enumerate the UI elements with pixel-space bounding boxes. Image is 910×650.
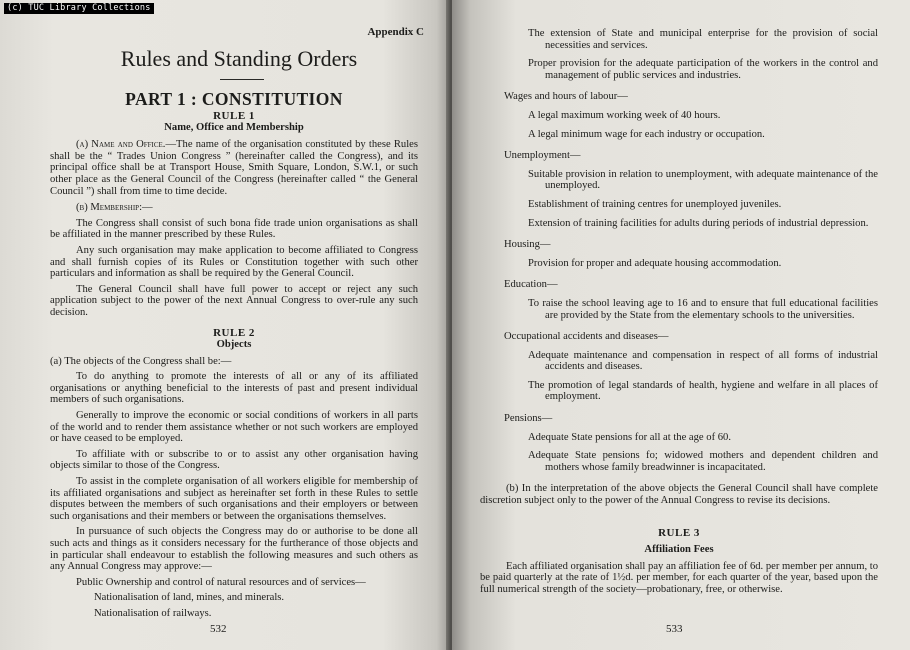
objects-item: Adequate maintenance and compensation in respect of all forms of industrial accidents and diseases. <box>528 349 878 373</box>
section-heading-occupational: Occupational accidents and diseases— <box>504 331 669 343</box>
objects-item: A legal minimum wage for each industry or occupation. <box>528 128 765 140</box>
rule2-heading: RULE 2 <box>213 326 255 339</box>
rule2-subheading: Objects <box>216 338 252 350</box>
rule1-membership-label: (b) Membership:— <box>76 202 153 214</box>
section-heading-unemployment: Unemployment— <box>504 150 581 162</box>
right-page-body <box>480 0 878 595</box>
rule3-text: Each affiliated organisation shall pay an affiliation fee of 6d. per member per annum, to be paid quarterly at the rate of 1½d. per member, for each quarter of the year, based upon the full numerical strength of the society—probationary, free, or otherwise. <box>480 560 878 595</box>
rule3-heading: RULE 3 <box>658 526 700 539</box>
right-page <box>452 0 910 650</box>
objects-item: Suitable provision in relation to unemployment, with adequate maintenance of the unemployed. <box>528 168 878 192</box>
objects-item: Adequate State pensions fo; widowed mothers and dependent children and mothers whose family breadwinner is incapacitated. <box>528 450 878 473</box>
left-page <box>0 0 450 650</box>
rule1-clause-a <box>50 139 418 197</box>
rule2-paragraph: To assist in the complete organisation of all workers eligible for membership of its affiliated organisations and subject as hereinafter set forth in these Rules to settle disputes between the members of such organisations and their employers or between such organisations and their members or between the organisations themselves. <box>50 475 418 522</box>
appendix-label: Appendix C <box>367 26 424 38</box>
objects-item: Provision for proper and adequate housing accommodation. <box>528 257 782 269</box>
rule1-paragraph: The General Council shall have full power to accept or reject any such application subject to the power of the next Annual Congress to over-rule any such decision. <box>50 283 418 319</box>
objects-item: A legal maximum working week of 40 hours. <box>528 109 721 121</box>
rule1-clause-b-label <box>50 202 418 214</box>
collection-watermark: (c) TUC Library Collections <box>4 3 154 14</box>
objects-item: To raise the school leaving age to 16 and to ensure that full educational facilities are provided by the State from the elementary schools to the universities. <box>528 297 878 321</box>
objects-item: The extension of State and municipal enterprise for the provision of social necessities and services. <box>528 28 878 51</box>
nationalisation-railways: Nationalisation of railways. <box>94 607 212 619</box>
rule3-subheading: Affiliation Fees <box>644 543 714 555</box>
section-heading-pensions: Pensions— <box>504 413 553 425</box>
rule2-paragraph: In pursuance of such objects the Congress may do or authorise to be done all such acts and things as it considers necessary for the furtherance of those objects and in particular shall endeavour to establish the following measures and such others as any Annual Congress may approve:— <box>50 526 418 573</box>
objects-item: Adequate State pensions for all at the age of 60. <box>528 431 731 443</box>
rule1-clause-a-label: (a) Name and Office. <box>76 139 166 151</box>
page-number-right: 533 <box>666 623 683 635</box>
objects-item: Establishment of training centres for unemployed juveniles. <box>528 198 782 210</box>
public-ownership-line: Public Ownership and control of natural resources and of services— <box>76 576 366 588</box>
document-title: Rules and Standing Orders <box>120 46 358 71</box>
rule2-paragraph: To do anything to promote the interests of all or any of its affiliated organisations or anything beneficial to the interests of past and present individual members of such organisations. <box>50 371 418 406</box>
rule1-subheading: Name, Office and Membership <box>164 122 304 134</box>
page-number-left: 532 <box>210 623 227 635</box>
title-divider <box>220 79 264 80</box>
section-heading-wages: Wages and hours of labour— <box>504 91 628 103</box>
part-heading: PART 1 : CONSTITUTION <box>125 89 343 110</box>
objects-item: Extension of training facilities for adults during periods of industrial depression. <box>528 217 869 229</box>
section-heading-housing: Housing— <box>504 239 551 251</box>
rule1-paragraph: The Congress shall consist of such bona fide trade union organisations as shall be affiliated in the manner prescribed by these Rules. <box>50 217 418 241</box>
rule2-clause-b: (b) In the interpretation of the above objects the General Council shall have complete discretion subject only to the power of the Annual Congress to revise its decisions. <box>480 483 878 507</box>
nationalisation-land: Nationalisation of land, mines, and minerals. <box>94 592 285 604</box>
rule1-heading: RULE 1 <box>213 110 255 123</box>
rule2-paragraph: To affiliate with or subscribe to or to assist any other organisation having objects similar to those of the Congress. <box>50 448 418 472</box>
objects-item: Proper provision for the adequate participation of the workers in the control and management of public services and industries. <box>528 58 878 81</box>
objects-item: The promotion of legal standards of health, hygiene and welfare in all places of employment. <box>528 379 878 403</box>
rule1-clause-a-text: —The name of the organisation constituted by these Rules shall be the “ Trades Union Congress ” (hereinafter called the Congress), and its principal office shall be at Transport House, Smith Square, London, S.W.1, or such other place as the General Council of the Congress (hereinafter called “ the General Council ”) shall from time to time decide. <box>50 139 418 197</box>
rule2-paragraph: Generally to improve the economic or social conditions of workers in all parts of the world and to render them assistance whether or not such workers are employed or have ceased to be employed. <box>50 409 418 445</box>
section-heading-education: Education— <box>504 279 558 291</box>
rule1-paragraph: Any such organisation may make application to become affiliated to Congress and shall furnish copies of its Rules or Constitution together with such other particulars and information as shall be required by the General Council. <box>50 245 418 280</box>
rule2-clause-a: (a) The objects of the Congress shall be:— <box>50 355 232 367</box>
